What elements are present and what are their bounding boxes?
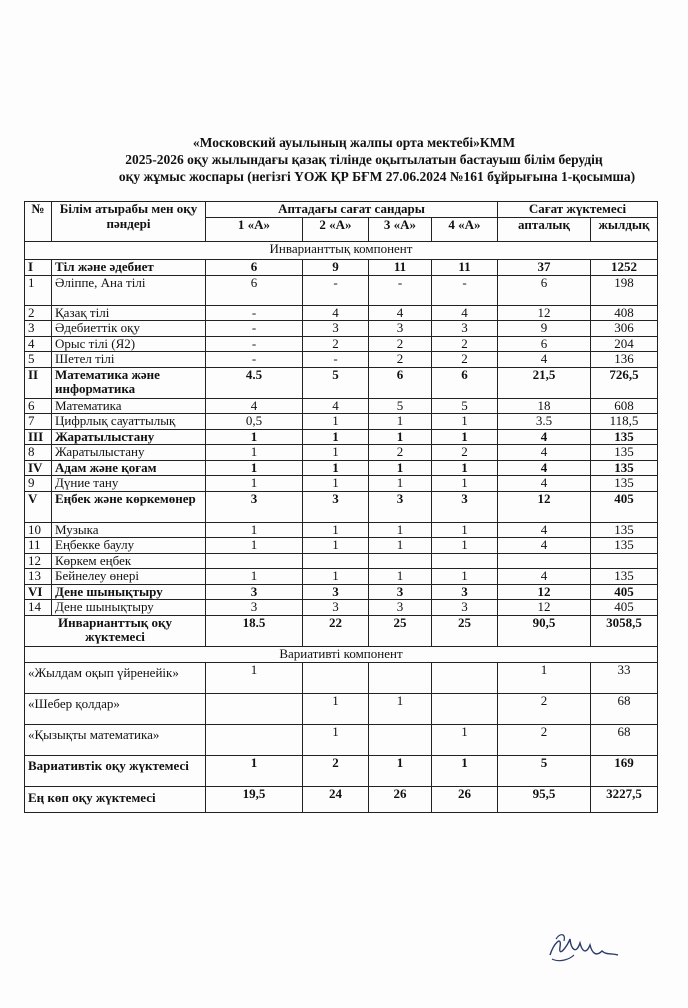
class-1-hours: - <box>206 305 303 321</box>
class-3-hours: 2 <box>369 445 432 461</box>
yearly-load: 135 <box>591 522 658 538</box>
variative-total-row <box>25 755 658 786</box>
yearly-load: 135 <box>591 538 658 554</box>
class-2-hours: 1 <box>303 724 369 755</box>
row-subject: Тіл және әдебиет <box>52 260 206 276</box>
weekly-load: 18 <box>498 398 591 414</box>
class-1-hours: 3 <box>206 491 303 522</box>
class-2-hours: - <box>303 352 369 368</box>
weekly-load: 6 <box>498 275 591 305</box>
header-class-1: 1 «А» <box>206 218 303 242</box>
class-4-hours: 1 <box>432 460 498 476</box>
row-num: II <box>25 367 52 398</box>
class-2-hours: 1 <box>303 693 369 724</box>
class-2-hours: 22 <box>303 615 369 646</box>
yearly-load: 135 <box>591 569 658 585</box>
table-row <box>25 275 658 305</box>
yearly-load: 408 <box>591 305 658 321</box>
class-2-hours <box>303 553 369 569</box>
class-2-hours: 3 <box>303 584 369 600</box>
class-4-hours: 1 <box>432 476 498 492</box>
invariant-section-label: Инварианттық компонент <box>25 242 658 260</box>
header-num: № <box>25 202 52 242</box>
table-row <box>25 336 658 352</box>
class-1-hours: 4 <box>206 398 303 414</box>
class-1-hours: 1 <box>206 522 303 538</box>
table-row <box>25 398 658 414</box>
yearly-load: 3227,5 <box>591 786 658 812</box>
yearly-load: 1252 <box>591 260 658 276</box>
plan-basis-line: оқу жұмыс жоспары (негізгі ҮОЖ ҚР БҒМ 27.06.2024 №161 бұйрығына 1-қосымша) <box>118 169 636 184</box>
class-2-hours: 2 <box>303 755 369 786</box>
yearly-load: 135 <box>591 445 658 461</box>
weekly-load: 5 <box>498 755 591 786</box>
yearly-load: 135 <box>591 460 658 476</box>
table-row <box>25 305 658 321</box>
weekly-load: 21,5 <box>498 367 591 398</box>
yearly-load: 726,5 <box>591 367 658 398</box>
header-class-2: 2 «А» <box>303 218 369 242</box>
class-2-hours: - <box>303 275 369 305</box>
max-total-row <box>25 786 658 812</box>
row-subject: Шетел тілі <box>52 352 206 368</box>
class-4-hours: 1 <box>432 522 498 538</box>
variative-row <box>25 662 658 693</box>
weekly-load: 6 <box>498 336 591 352</box>
yearly-load: 68 <box>591 693 658 724</box>
class-4-hours: 26 <box>432 786 498 812</box>
row-subject: Жаратылыстану <box>52 429 206 445</box>
row-num: 2 <box>25 305 52 321</box>
class-4-hours <box>432 662 498 693</box>
class-3-hours: 5 <box>369 398 432 414</box>
class-3-hours <box>369 553 432 569</box>
class-1-hours: 3 <box>206 584 303 600</box>
table-row <box>25 584 658 600</box>
variative-subject: «Жылдам оқып үйренейік» <box>25 662 206 693</box>
class-2-hours: 4 <box>303 398 369 414</box>
class-3-hours: 3 <box>369 321 432 337</box>
class-1-hours: 1 <box>206 445 303 461</box>
weekly-load: 2 <box>498 693 591 724</box>
row-subject: Еңбек және көркемөнер <box>52 491 206 522</box>
variative-row <box>25 724 658 755</box>
class-4-hours: 1 <box>432 569 498 585</box>
header-weekly: апталық <box>498 218 591 242</box>
row-subject: Орыс тілі (Я2) <box>52 336 206 352</box>
row-subject: Дүние тану <box>52 476 206 492</box>
yearly-load: 135 <box>591 476 658 492</box>
class-2-hours: 1 <box>303 476 369 492</box>
weekly-load: 37 <box>498 260 591 276</box>
class-3-hours: 1 <box>369 693 432 724</box>
class-1-hours: 18.5 <box>206 615 303 646</box>
row-subject: Еңбекке баулу <box>52 538 206 554</box>
class-3-hours: 26 <box>369 786 432 812</box>
class-3-hours <box>369 724 432 755</box>
class-1-hours: 1 <box>206 569 303 585</box>
yearly-load: 405 <box>591 584 658 600</box>
row-num: 9 <box>25 476 52 492</box>
row-num: 10 <box>25 522 52 538</box>
class-2-hours: 5 <box>303 367 369 398</box>
weekly-load: 1 <box>498 662 591 693</box>
class-2-hours: 3 <box>303 321 369 337</box>
class-2-hours <box>303 662 369 693</box>
variative-section-label: Вариативті компонент <box>25 646 658 662</box>
table-row <box>25 367 658 398</box>
table-row <box>25 321 658 337</box>
total-label: Вариативтік оқу жүктемесі <box>25 755 206 786</box>
class-2-hours: 1 <box>303 460 369 476</box>
class-3-hours: 2 <box>369 336 432 352</box>
row-num: 4 <box>25 336 52 352</box>
row-subject: Әліппе, Ана тілі <box>52 275 206 305</box>
class-1-hours: 1 <box>206 755 303 786</box>
class-4-hours: 2 <box>432 336 498 352</box>
row-num: 13 <box>25 569 52 585</box>
class-2-hours: 3 <box>303 491 369 522</box>
yearly-load: 136 <box>591 352 658 368</box>
class-2-hours: 1 <box>303 538 369 554</box>
yearly-load: 608 <box>591 398 658 414</box>
class-1-hours: 1 <box>206 538 303 554</box>
weekly-load: 4 <box>498 476 591 492</box>
row-num: VI <box>25 584 52 600</box>
yearly-load <box>591 553 658 569</box>
yearly-load: 405 <box>591 600 658 616</box>
class-3-hours: 1 <box>369 476 432 492</box>
class-3-hours <box>369 662 432 693</box>
class-4-hours: 1 <box>432 724 498 755</box>
school-name: «Московский ауылының жалпы орта мектебі»КММ <box>192 135 516 150</box>
yearly-load: 204 <box>591 336 658 352</box>
row-subject: Әдебиеттік оқу <box>52 321 206 337</box>
class-3-hours: 2 <box>369 352 432 368</box>
class-2-hours: 3 <box>303 600 369 616</box>
class-4-hours <box>432 553 498 569</box>
variative-subject: «Қызықты математика» <box>25 724 206 755</box>
weekly-load: 12 <box>498 600 591 616</box>
row-subject: Математика және информатика <box>52 367 206 398</box>
class-3-hours: - <box>369 275 432 305</box>
class-4-hours: 6 <box>432 367 498 398</box>
class-4-hours: 3 <box>432 321 498 337</box>
class-4-hours: - <box>432 275 498 305</box>
table-row <box>25 460 658 476</box>
weekly-load: 12 <box>498 305 591 321</box>
class-4-hours: 1 <box>432 429 498 445</box>
class-3-hours: 1 <box>369 429 432 445</box>
class-4-hours: 3 <box>432 491 498 522</box>
row-num: I <box>25 260 52 276</box>
row-num: 5 <box>25 352 52 368</box>
total-label: Ең көп оқу жүктемесі <box>25 786 206 812</box>
class-1-hours: - <box>206 352 303 368</box>
table-row <box>25 553 658 569</box>
weekly-load: 2 <box>498 724 591 755</box>
table-row <box>25 491 658 522</box>
class-2-hours: 1 <box>303 414 369 430</box>
yearly-load: 33 <box>591 662 658 693</box>
yearly-load: 198 <box>591 275 658 305</box>
weekly-load: 9 <box>498 321 591 337</box>
header-load: Сағат жүктемесі <box>498 202 658 218</box>
class-2-hours: 9 <box>303 260 369 276</box>
class-3-hours: 3 <box>369 491 432 522</box>
table-row <box>25 429 658 445</box>
weekly-load: 4 <box>498 538 591 554</box>
row-subject: Көркем еңбек <box>52 553 206 569</box>
class-3-hours: 3 <box>369 584 432 600</box>
row-num: 12 <box>25 553 52 569</box>
weekly-load: 4 <box>498 429 591 445</box>
class-4-hours: 25 <box>432 615 498 646</box>
weekly-load: 4 <box>498 352 591 368</box>
class-1-hours: 4.5 <box>206 367 303 398</box>
header-class-3: 3 «А» <box>369 218 432 242</box>
table-row <box>25 476 658 492</box>
class-1-hours: 1 <box>206 476 303 492</box>
weekly-load: 4 <box>498 522 591 538</box>
class-4-hours <box>432 693 498 724</box>
class-1-hours: 6 <box>206 260 303 276</box>
class-1-hours: - <box>206 336 303 352</box>
row-subject: Цифрлық сауаттылық <box>52 414 206 430</box>
class-2-hours: 1 <box>303 522 369 538</box>
class-4-hours: 1 <box>432 538 498 554</box>
class-2-hours: 4 <box>303 305 369 321</box>
table-row <box>25 260 658 276</box>
class-1-hours: - <box>206 321 303 337</box>
table-row <box>25 522 658 538</box>
row-num: III <box>25 429 52 445</box>
curriculum-table <box>24 201 658 813</box>
class-1-hours: 1 <box>206 460 303 476</box>
class-3-hours: 3 <box>369 600 432 616</box>
class-4-hours: 4 <box>432 305 498 321</box>
row-subject: Қазақ тілі <box>52 305 206 321</box>
class-1-hours: 3 <box>206 600 303 616</box>
yearly-load: 169 <box>591 755 658 786</box>
header-weekly-hours: Аптадағы сағат сандары <box>206 202 498 218</box>
yearly-load: 405 <box>591 491 658 522</box>
plan-year-line: 2025-2026 оқу жылындағы қазақ тілінде оқытылатын бастауыш білім берудің <box>125 152 603 167</box>
row-num: 14 <box>25 600 52 616</box>
table-row <box>25 569 658 585</box>
weekly-load: 4 <box>498 445 591 461</box>
class-3-hours: 1 <box>369 569 432 585</box>
class-2-hours: 1 <box>303 445 369 461</box>
class-3-hours: 1 <box>369 460 432 476</box>
yearly-load: 68 <box>591 724 658 755</box>
table-row <box>25 414 658 430</box>
weekly-load <box>498 553 591 569</box>
class-1-hours: 1 <box>206 662 303 693</box>
row-num: 11 <box>25 538 52 554</box>
variative-row <box>25 693 658 724</box>
class-1-hours <box>206 724 303 755</box>
row-num: 8 <box>25 445 52 461</box>
weekly-load: 12 <box>498 584 591 600</box>
yearly-load: 306 <box>591 321 658 337</box>
row-subject: Бейнелеу өнері <box>52 569 206 585</box>
weekly-load: 90,5 <box>498 615 591 646</box>
class-2-hours: 1 <box>303 569 369 585</box>
class-3-hours: 1 <box>369 538 432 554</box>
class-4-hours: 2 <box>432 352 498 368</box>
row-num: 6 <box>25 398 52 414</box>
header-class-4: 4 «А» <box>432 218 498 242</box>
weekly-load: 95,5 <box>498 786 591 812</box>
class-4-hours: 3 <box>432 584 498 600</box>
weekly-load: 4 <box>498 460 591 476</box>
row-num: 3 <box>25 321 52 337</box>
row-num: 7 <box>25 414 52 430</box>
class-2-hours: 24 <box>303 786 369 812</box>
class-1-hours <box>206 553 303 569</box>
yearly-load: 118,5 <box>591 414 658 430</box>
row-subject: Жаратылыстану <box>52 445 206 461</box>
class-3-hours: 6 <box>369 367 432 398</box>
invariant-total-row <box>25 615 658 646</box>
row-num: IV <box>25 460 52 476</box>
class-4-hours: 1 <box>432 414 498 430</box>
class-3-hours: 1 <box>369 755 432 786</box>
table-row <box>25 538 658 554</box>
weekly-load: 4 <box>498 569 591 585</box>
class-4-hours: 11 <box>432 260 498 276</box>
class-1-hours: 6 <box>206 275 303 305</box>
total-label: Инварианттық оқу жүктемесі <box>25 615 206 646</box>
variative-subject: «Шебер қолдар» <box>25 693 206 724</box>
row-subject: Дене шынықтыру <box>52 600 206 616</box>
class-2-hours: 2 <box>303 336 369 352</box>
document-title <box>0 134 688 185</box>
class-1-hours: 1 <box>206 429 303 445</box>
weekly-load: 3.5 <box>498 414 591 430</box>
row-num: V <box>25 491 52 522</box>
yearly-load: 135 <box>591 429 658 445</box>
class-1-hours <box>206 693 303 724</box>
class-1-hours: 19,5 <box>206 786 303 812</box>
table-row <box>25 352 658 368</box>
row-subject: Адам және қоғам <box>52 460 206 476</box>
yearly-load: 3058,5 <box>591 615 658 646</box>
class-3-hours: 1 <box>369 522 432 538</box>
class-4-hours: 1 <box>432 755 498 786</box>
class-4-hours: 5 <box>432 398 498 414</box>
table-row <box>25 600 658 616</box>
header-yearly: жылдық <box>591 218 658 242</box>
row-subject: Дене шынықтыру <box>52 584 206 600</box>
class-2-hours: 1 <box>303 429 369 445</box>
row-subject: Музыка <box>52 522 206 538</box>
class-3-hours: 11 <box>369 260 432 276</box>
row-subject: Математика <box>52 398 206 414</box>
class-4-hours: 2 <box>432 445 498 461</box>
table-row <box>25 445 658 461</box>
class-3-hours: 25 <box>369 615 432 646</box>
class-4-hours: 3 <box>432 600 498 616</box>
class-3-hours: 1 <box>369 414 432 430</box>
header-subject: Білім атырабы мен оқу пәндері <box>52 202 206 242</box>
class-1-hours: 0,5 <box>206 414 303 430</box>
row-num: 1 <box>25 275 52 305</box>
class-3-hours: 4 <box>369 305 432 321</box>
handwritten-signature-icon <box>540 925 630 970</box>
weekly-load: 12 <box>498 491 591 522</box>
